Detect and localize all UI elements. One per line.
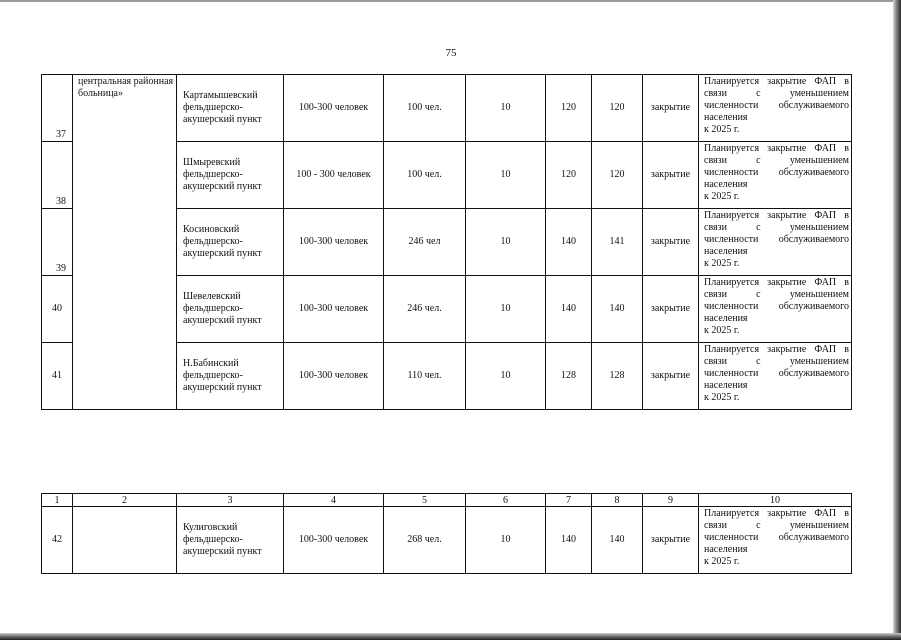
row-number-cell [42, 507, 73, 574]
value-col8: 140 [592, 507, 643, 574]
fap-name: Шевелевский фельдшерско-акушерский пункт [183, 291, 262, 326]
note-text: Планируется закрытие ФАП в связи с уменьшением численности обслуживаемого населения [704, 143, 849, 190]
column-number: 1 [42, 494, 73, 507]
population-served: 268 чел. [384, 507, 466, 574]
population-range: 100-300 человек [284, 343, 384, 410]
note-year: к 2025 г. [704, 258, 740, 269]
value-col7: 140 [546, 507, 592, 574]
row-number: 38 [56, 196, 66, 207]
hospital-name: центральная районная больница» [78, 76, 174, 99]
scan-edge-right [893, 0, 901, 640]
column-number: 3 [177, 494, 284, 507]
column-number: 5 [384, 494, 466, 507]
fap-name: Шмыревский фельдшерско-акушерский пункт [183, 157, 262, 192]
row-number-cell [42, 142, 73, 209]
value-col8: 128 [592, 343, 643, 410]
value-col7: 128 [546, 343, 592, 410]
note-year: к 2025 г. [704, 325, 740, 336]
column-number: 7 [546, 494, 592, 507]
note-cell [699, 75, 852, 142]
staff-count: 10 [466, 507, 546, 574]
column-number: 6 [466, 494, 546, 507]
fap-name-cell [177, 343, 284, 410]
note-text: Планируется закрытие ФАП в связи с уменьшением численности обслуживаемого населения [704, 76, 849, 123]
note-cell [699, 507, 852, 574]
note-cell [699, 209, 852, 276]
hospital-cell [73, 507, 177, 574]
fap-table-next-page [41, 493, 852, 574]
value-col7: 140 [546, 276, 592, 343]
staff-count: 10 [466, 276, 546, 343]
population-range: 100-300 человек [284, 209, 384, 276]
fap-name: Картамышевский фельдшерско-акушерский пункт [183, 90, 262, 125]
row-number: 40 [52, 303, 62, 314]
fap-name-cell [177, 75, 284, 142]
staff-count: 10 [466, 209, 546, 276]
action-cell: закрытие [643, 142, 699, 209]
population-range: 100 - 300 человек [284, 142, 384, 209]
population-served: 110 чел. [384, 343, 466, 410]
fap-table-continuation [41, 74, 852, 410]
row-number-cell [42, 75, 73, 142]
fap-name: Н.Бабинский фельдшерско-акушерский пункт [183, 358, 262, 393]
column-number: 4 [284, 494, 384, 507]
staff-count: 10 [466, 142, 546, 209]
population-range: 100-300 человек [284, 276, 384, 343]
note-year: к 2025 г. [704, 191, 740, 202]
fap-name: Косиновский фельдшерско-акушерский пункт [183, 224, 262, 259]
action-cell: закрытие [643, 507, 699, 574]
value-col8: 140 [592, 276, 643, 343]
note-year: к 2025 г. [704, 392, 740, 403]
column-number: 2 [73, 494, 177, 507]
value-col8: 120 [592, 75, 643, 142]
note-text: Планируется закрытие ФАП в связи с уменьшением численности обслуживаемого населения [704, 277, 849, 324]
column-number-row [42, 494, 852, 507]
row-number: 41 [52, 370, 62, 381]
staff-count: 10 [466, 75, 546, 142]
row-number-cell [42, 276, 73, 343]
scan-edge-top [0, 0, 901, 2]
page-number: 75 [445, 47, 457, 59]
value-col7: 120 [546, 142, 592, 209]
fap-name-cell [177, 276, 284, 343]
row-number: 42 [52, 534, 62, 545]
note-year: к 2025 г. [704, 556, 740, 567]
fap-name: Кулиговский фельдшерско-акушерский пункт [183, 522, 262, 557]
note-year: к 2025 г. [704, 124, 740, 135]
note-cell [699, 142, 852, 209]
action-cell: закрытие [643, 276, 699, 343]
staff-count: 10 [466, 343, 546, 410]
table-row [42, 75, 852, 142]
note-text: Планируется закрытие ФАП в связи с уменьшением численности обслуживаемого населения [704, 344, 849, 391]
population-served: 246 чел. [384, 276, 466, 343]
fap-name-cell [177, 142, 284, 209]
scan-edge-bottom [0, 633, 901, 640]
row-number: 39 [56, 263, 66, 274]
fap-name-cell [177, 507, 284, 574]
row-number: 37 [56, 129, 66, 140]
column-number: 10 [699, 494, 852, 507]
population-range: 100-300 человек [284, 507, 384, 574]
fap-name-cell [177, 209, 284, 276]
action-cell: закрытие [643, 209, 699, 276]
population-served: 100 чел. [384, 142, 466, 209]
action-cell: закрытие [643, 343, 699, 410]
row-number-cell [42, 343, 73, 410]
note-text: Планируется закрытие ФАП в связи с уменьшением численности обслуживаемого населения [704, 508, 849, 555]
value-col8: 120 [592, 142, 643, 209]
population-served: 246 чел [384, 209, 466, 276]
note-cell [699, 276, 852, 343]
value-col7: 120 [546, 75, 592, 142]
column-number: 8 [592, 494, 643, 507]
hospital-cell [73, 75, 177, 410]
column-number: 9 [643, 494, 699, 507]
value-col8: 141 [592, 209, 643, 276]
action-cell: закрытие [643, 75, 699, 142]
note-text: Планируется закрытие ФАП в связи с уменьшением численности обслуживаемого населения [704, 210, 849, 257]
population-range: 100-300 человек [284, 75, 384, 142]
population-served: 100 чел. [384, 75, 466, 142]
note-cell [699, 343, 852, 410]
value-col7: 140 [546, 209, 592, 276]
table-row [42, 507, 852, 574]
row-number-cell [42, 209, 73, 276]
